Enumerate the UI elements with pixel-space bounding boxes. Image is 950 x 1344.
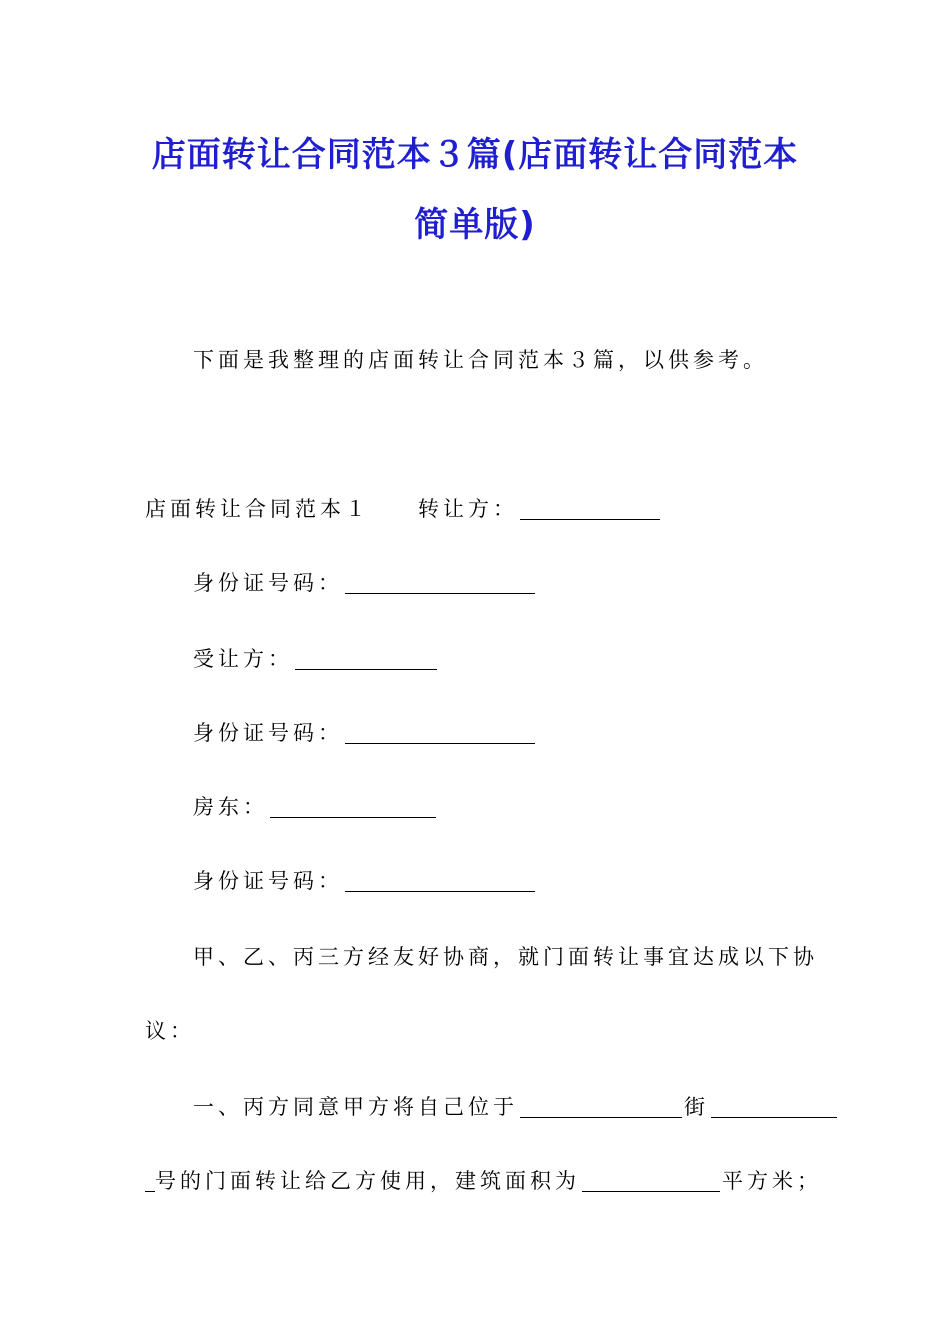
- agreement-line1: 甲、乙、丙三方经友好协商，就门面转让事宜达成以下协: [193, 945, 818, 969]
- contract1-heading: 店面转让合同范本１: [145, 497, 370, 521]
- transferee-id-blank: [345, 723, 535, 744]
- transferor-label: 转让方：: [418, 497, 518, 521]
- transferee-label: 受让方：: [193, 647, 293, 671]
- clause1-part4: 平方米；: [722, 1169, 822, 1193]
- landlord-label: 房东：: [193, 795, 268, 819]
- transferor-id-blank: [345, 573, 535, 594]
- transferee-blank: [295, 649, 437, 670]
- transferee-line: [193, 644, 439, 674]
- area-blank: [582, 1171, 720, 1192]
- clause1-part2: 街: [684, 1095, 709, 1119]
- clause1-line1: [193, 1092, 839, 1122]
- transferee-id-line: [193, 718, 537, 748]
- agreement-line2: 议：: [145, 1019, 195, 1043]
- landlord-id-label: 身份证号码：: [193, 869, 343, 893]
- landlord-id-blank: [345, 871, 535, 892]
- contract1-heading-line: [145, 494, 662, 524]
- document-title-line2: 简单版): [414, 205, 536, 245]
- transferee-id-label: 身份证号码：: [193, 721, 343, 745]
- intro-paragraph: 下面是我整理的店面转让合同范本３篇，以供参考。: [193, 348, 768, 372]
- number-blank-start: [711, 1097, 837, 1118]
- transferor-id-line: [193, 568, 537, 598]
- clause1-part3: 号的门面转让给乙方使用，建筑面积为: [155, 1169, 580, 1193]
- transferor-blank: [520, 499, 660, 520]
- street-blank: [520, 1097, 682, 1118]
- landlord-blank: [270, 797, 436, 818]
- document-title-line1: 店面转让合同范本３篇(店面转让合同范本: [151, 135, 799, 175]
- transferor-id-label: 身份证号码：: [193, 571, 343, 595]
- clause1-part1: 一、丙方同意甲方将自己位于: [193, 1095, 518, 1119]
- landlord-id-line: [193, 866, 537, 896]
- landlord-line: [193, 792, 438, 822]
- clause1-line2: [145, 1166, 822, 1196]
- number-blank-end: [145, 1171, 155, 1192]
